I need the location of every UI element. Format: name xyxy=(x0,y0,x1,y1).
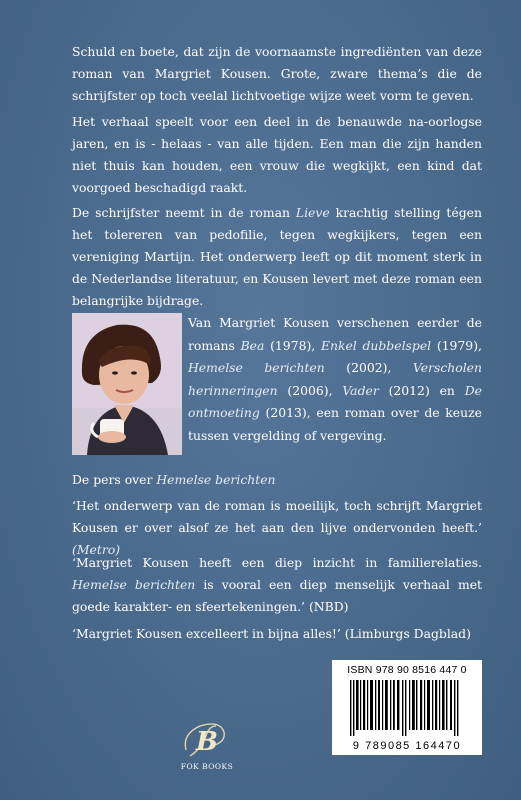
stance-paragraph xyxy=(72,202,482,312)
barcode-digits: 9 789085 164470 xyxy=(352,740,462,752)
publisher-logo xyxy=(172,718,242,778)
press-intro-text: De pers over xyxy=(72,472,157,487)
book-title-hemelse-berichten: Hemelse berichten xyxy=(188,360,325,375)
monogram-letter: B xyxy=(196,727,218,757)
stance-text-b: krachtig stelling tégen het tolereren van pedofilie, tegen wegkijkers, tegen een vereniging Martijn. Het onderwerp leeft op dit moment sterk in de Nederlandse literatuur, en Kousen levert met deze roman een belangrijke bijdrage. xyxy=(72,205,482,308)
book-title-enkel-dubbelspel: Enkel dubbelspel xyxy=(320,337,432,353)
press-book-title: Hemelse berichten xyxy=(156,472,276,487)
bio-text-end: (2013), een roman over de keuze tussen vergelding of vergeving. xyxy=(188,405,482,443)
book-title-vader: Vader xyxy=(342,382,379,398)
press-quote-limburgs-dagblad xyxy=(72,623,482,645)
story-paragraph: Het verhaal speelt voor een deel in de benauwde na-oorlogse jaren, en is - helaas - van alle tijden. Een man die zijn handen niet thuis kan houden, een vrouw die wegkijkt, een kind dat voorgoed beschadigd raakt. xyxy=(72,114,482,195)
quote-text: ‘Margriet Kousen excelleert in bijna alles!’ xyxy=(72,626,345,641)
author-photo xyxy=(72,313,182,455)
quote-source: (Limburgs Dagblad) xyxy=(344,626,471,641)
book-title-bea: Bea xyxy=(240,337,265,353)
isbn-label: ISBN 978 90 8516 447 0 xyxy=(347,664,467,676)
quote-text: ‘Margriet Kousen heeft een diep inzicht in familierelaties. xyxy=(72,555,482,570)
press-heading xyxy=(72,470,372,490)
publisher-name: FOK BOOKS xyxy=(180,762,234,771)
quote-source: (Metro) xyxy=(72,542,121,557)
barcode-icon xyxy=(346,680,468,736)
bio-year: (2002), xyxy=(324,360,413,375)
author-bibliography xyxy=(188,312,482,447)
quote-book-title: Hemelse berichten xyxy=(72,577,196,592)
bio-year: (1978), xyxy=(264,337,321,353)
bio-year: (1979), xyxy=(431,337,482,353)
intro-paragraph: Schuld en boete, dat zijn de voornaamste ingrediënten van deze roman van Margriet Kousen. Grote, zware thema’s die de schrijfster op toch veelal lichtvoetige wijze weet vorm te geven. xyxy=(72,44,482,103)
isbn-barcode xyxy=(332,660,482,755)
book-title-verscholen-herinneringen: Verscholen herinneringen xyxy=(188,360,482,398)
quote-text: is vooral een diep menselijk verhaal met goede karakter- en sfeertekeningen.’ xyxy=(72,577,483,614)
quote-text: ‘Het onderwerp van de roman is moeilijk, toch schrijft Margriet Kousen er over alsof ze het aan den lijve ondervonden heeft.’ xyxy=(72,498,482,535)
bio-text: Van Margriet Kousen verschenen eerder de romans xyxy=(188,315,482,353)
book-title-lieve: Lieve xyxy=(295,205,330,220)
book-title-de-ontmoeting: De ontmoeting xyxy=(188,382,482,420)
bio-year: (2012) en xyxy=(378,382,465,398)
stance-text-a: De schrijfster neemt in de roman xyxy=(72,205,296,220)
publisher-monogram-icon xyxy=(172,718,242,762)
bio-year: (2006), xyxy=(277,382,343,398)
press-quote-nbd xyxy=(72,552,482,618)
quote-source: (NBD) xyxy=(308,599,349,614)
